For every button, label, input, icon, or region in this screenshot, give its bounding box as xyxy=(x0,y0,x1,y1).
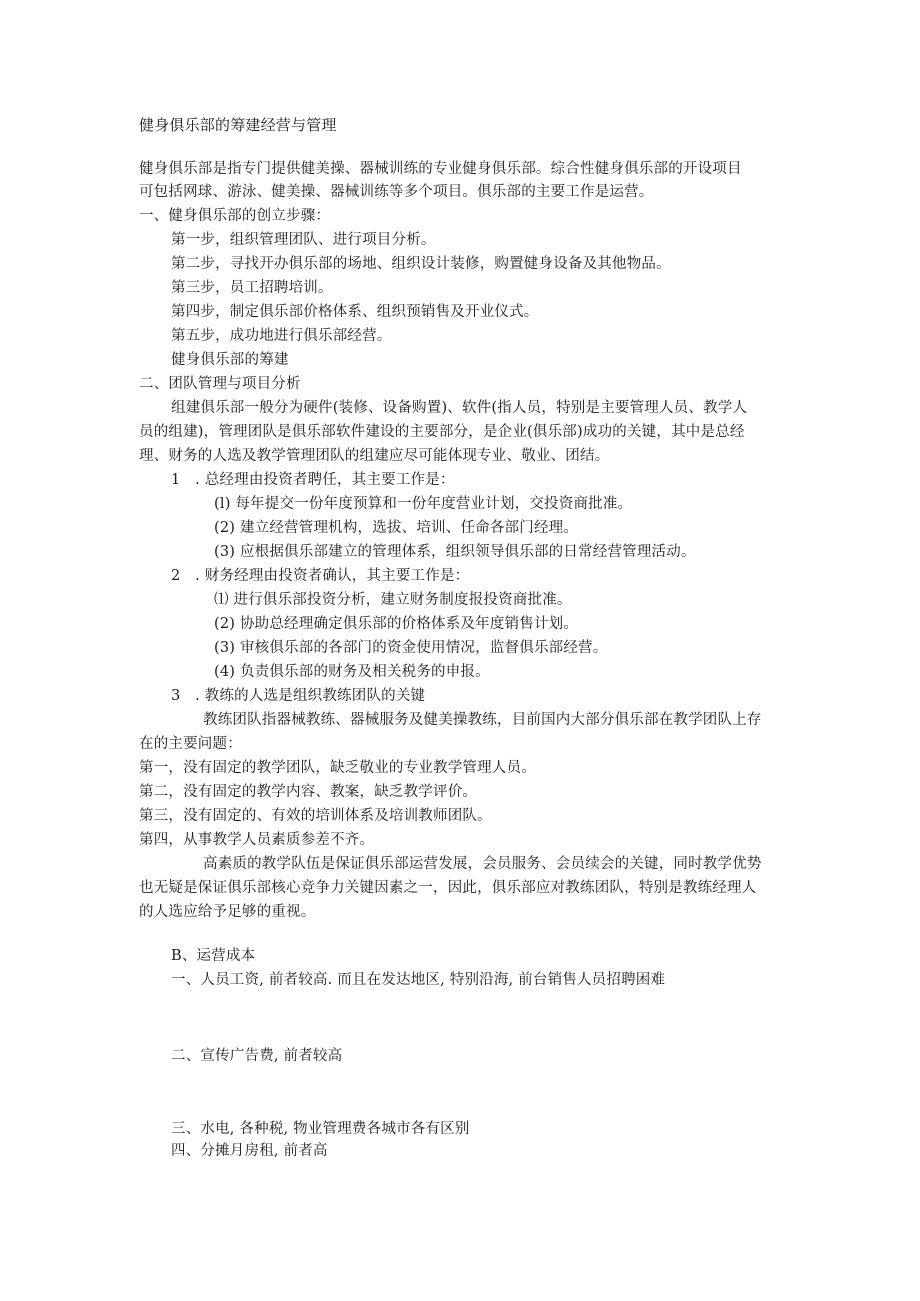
cost-item: 一、人员工资, 前者较高. 而且在发达地区, 特别沿海, 前台销售人员招聘困难 xyxy=(171,972,666,988)
step-item: 第三步，员工招聘培训。 xyxy=(171,280,333,296)
paragraph-line: 理、财务的人选及教学管理团队的组建应尽可能体现专业、敬业、团结。 xyxy=(139,448,610,464)
document-title: 健身俱乐部的筹建经营与管理 xyxy=(139,116,337,134)
list-item: (3) 应根据俱乐部建立的管理体系，组织领导俱乐部的日常经营管理活动。 xyxy=(214,544,696,560)
list-item: (l) 每年提交一份年度预算和一份年度营业计划，交投资商批准。 xyxy=(214,496,633,512)
problem-item: 第一，没有固定的教学团队，缺乏敬业的专业教学管理人员。 xyxy=(139,760,536,776)
section-heading: B、运营成本 xyxy=(171,948,256,964)
intro-line: 健身俱乐部是指专门提供健美操、器械训练的专业健身俱乐部。综合性健身俱乐部的开设项目 xyxy=(139,161,742,177)
step-item: 第四步，制定俱乐部价格体系、组织预销售及开业仪式。 xyxy=(171,304,539,320)
paragraph-line: 教练团队指器械教练、器械服务及健美操教练，目前国内大部分俱乐部在教学团队上存 xyxy=(203,712,762,728)
problem-item: 第三，没有固定的、有效的培训体系及培训教师团队。 xyxy=(139,808,492,824)
numbered-heading: 1 . 总经理由投资者聘任，其主要工作是： xyxy=(171,472,455,488)
intro-line: 可包括网球、游泳、健美操、器械训练等多个项目。俱乐部的主要工作是运营。 xyxy=(139,184,654,200)
list-item: (3) 审核俱乐部的各部门的资金使用情况，监督俱乐部经营。 xyxy=(214,640,608,656)
paragraph-line: 高素质的教学队伍是保证俱乐部运营发展，会员服务、会员续会的关键，同时教学优势 xyxy=(203,856,762,872)
cost-item: 四、分摊月房租, 前者高 xyxy=(171,1143,328,1159)
paragraph-line: 组建俱乐部一般分为硬件(装修、设备购置)、软件(指人员，特别是主要管理人员、教学人 xyxy=(171,400,748,416)
numbered-heading: 2 . 财务经理由投资者确认，其主要工作是： xyxy=(171,568,470,584)
paragraph-line: 的人选应给予足够的重视。 xyxy=(139,904,316,920)
list-item: (4) 负责俱乐部的财务及相关税务的申报。 xyxy=(214,664,490,680)
numbered-heading: 3 . 教练的人选是组织教练团队的关键 xyxy=(171,688,426,704)
section-heading: 二、团队管理与项目分析 xyxy=(139,376,301,392)
list-item: (2) 建立经营管理机构，选拔、培训、任命各部门经理。 xyxy=(214,520,579,536)
paragraph-line: 也无疑是保证俱乐部核心竞争力关键因素之一，因此，俱乐部应对教练团队，特别是教练经理人 xyxy=(139,880,757,896)
cost-item: 三、水电, 各种税, 物业管理费各城市各有区别 xyxy=(171,1121,470,1137)
subheading: 健身俱乐部的筹建 xyxy=(171,352,289,368)
section-heading: 一、健身俱乐部的创立步骤： xyxy=(139,208,331,224)
problem-item: 第二，没有固定的教学内容、教案，缺乏教学评价。 xyxy=(139,784,478,800)
problem-item: 第四，从事教学人员素质参差不齐。 xyxy=(139,832,375,848)
paragraph-line: 员的组建)，管理团队是俱乐部软件建设的主要部分，是企业(俱乐部)成功的关键，其中是总经 xyxy=(139,424,745,440)
list-item: ⑴ 进行俱乐部投资分析，建立财务制度报投资商批准。 xyxy=(214,592,572,608)
cost-item: 二、宣传广告费, 前者较高 xyxy=(171,1048,343,1064)
step-item: 第五步，成功地进行俱乐部经营。 xyxy=(171,328,392,344)
list-item: (2) 协助总经理确定俱乐部的价格体系及年度销售计划。 xyxy=(214,616,579,632)
step-item: 第二步，寻找开办俱乐部的场地、组织设计装修，购置健身设备及其他物品。 xyxy=(171,256,671,272)
paragraph-line: 在的主要问题： xyxy=(139,736,242,752)
step-item: 第一步，组织管理团队、进行项目分析。 xyxy=(171,232,436,248)
